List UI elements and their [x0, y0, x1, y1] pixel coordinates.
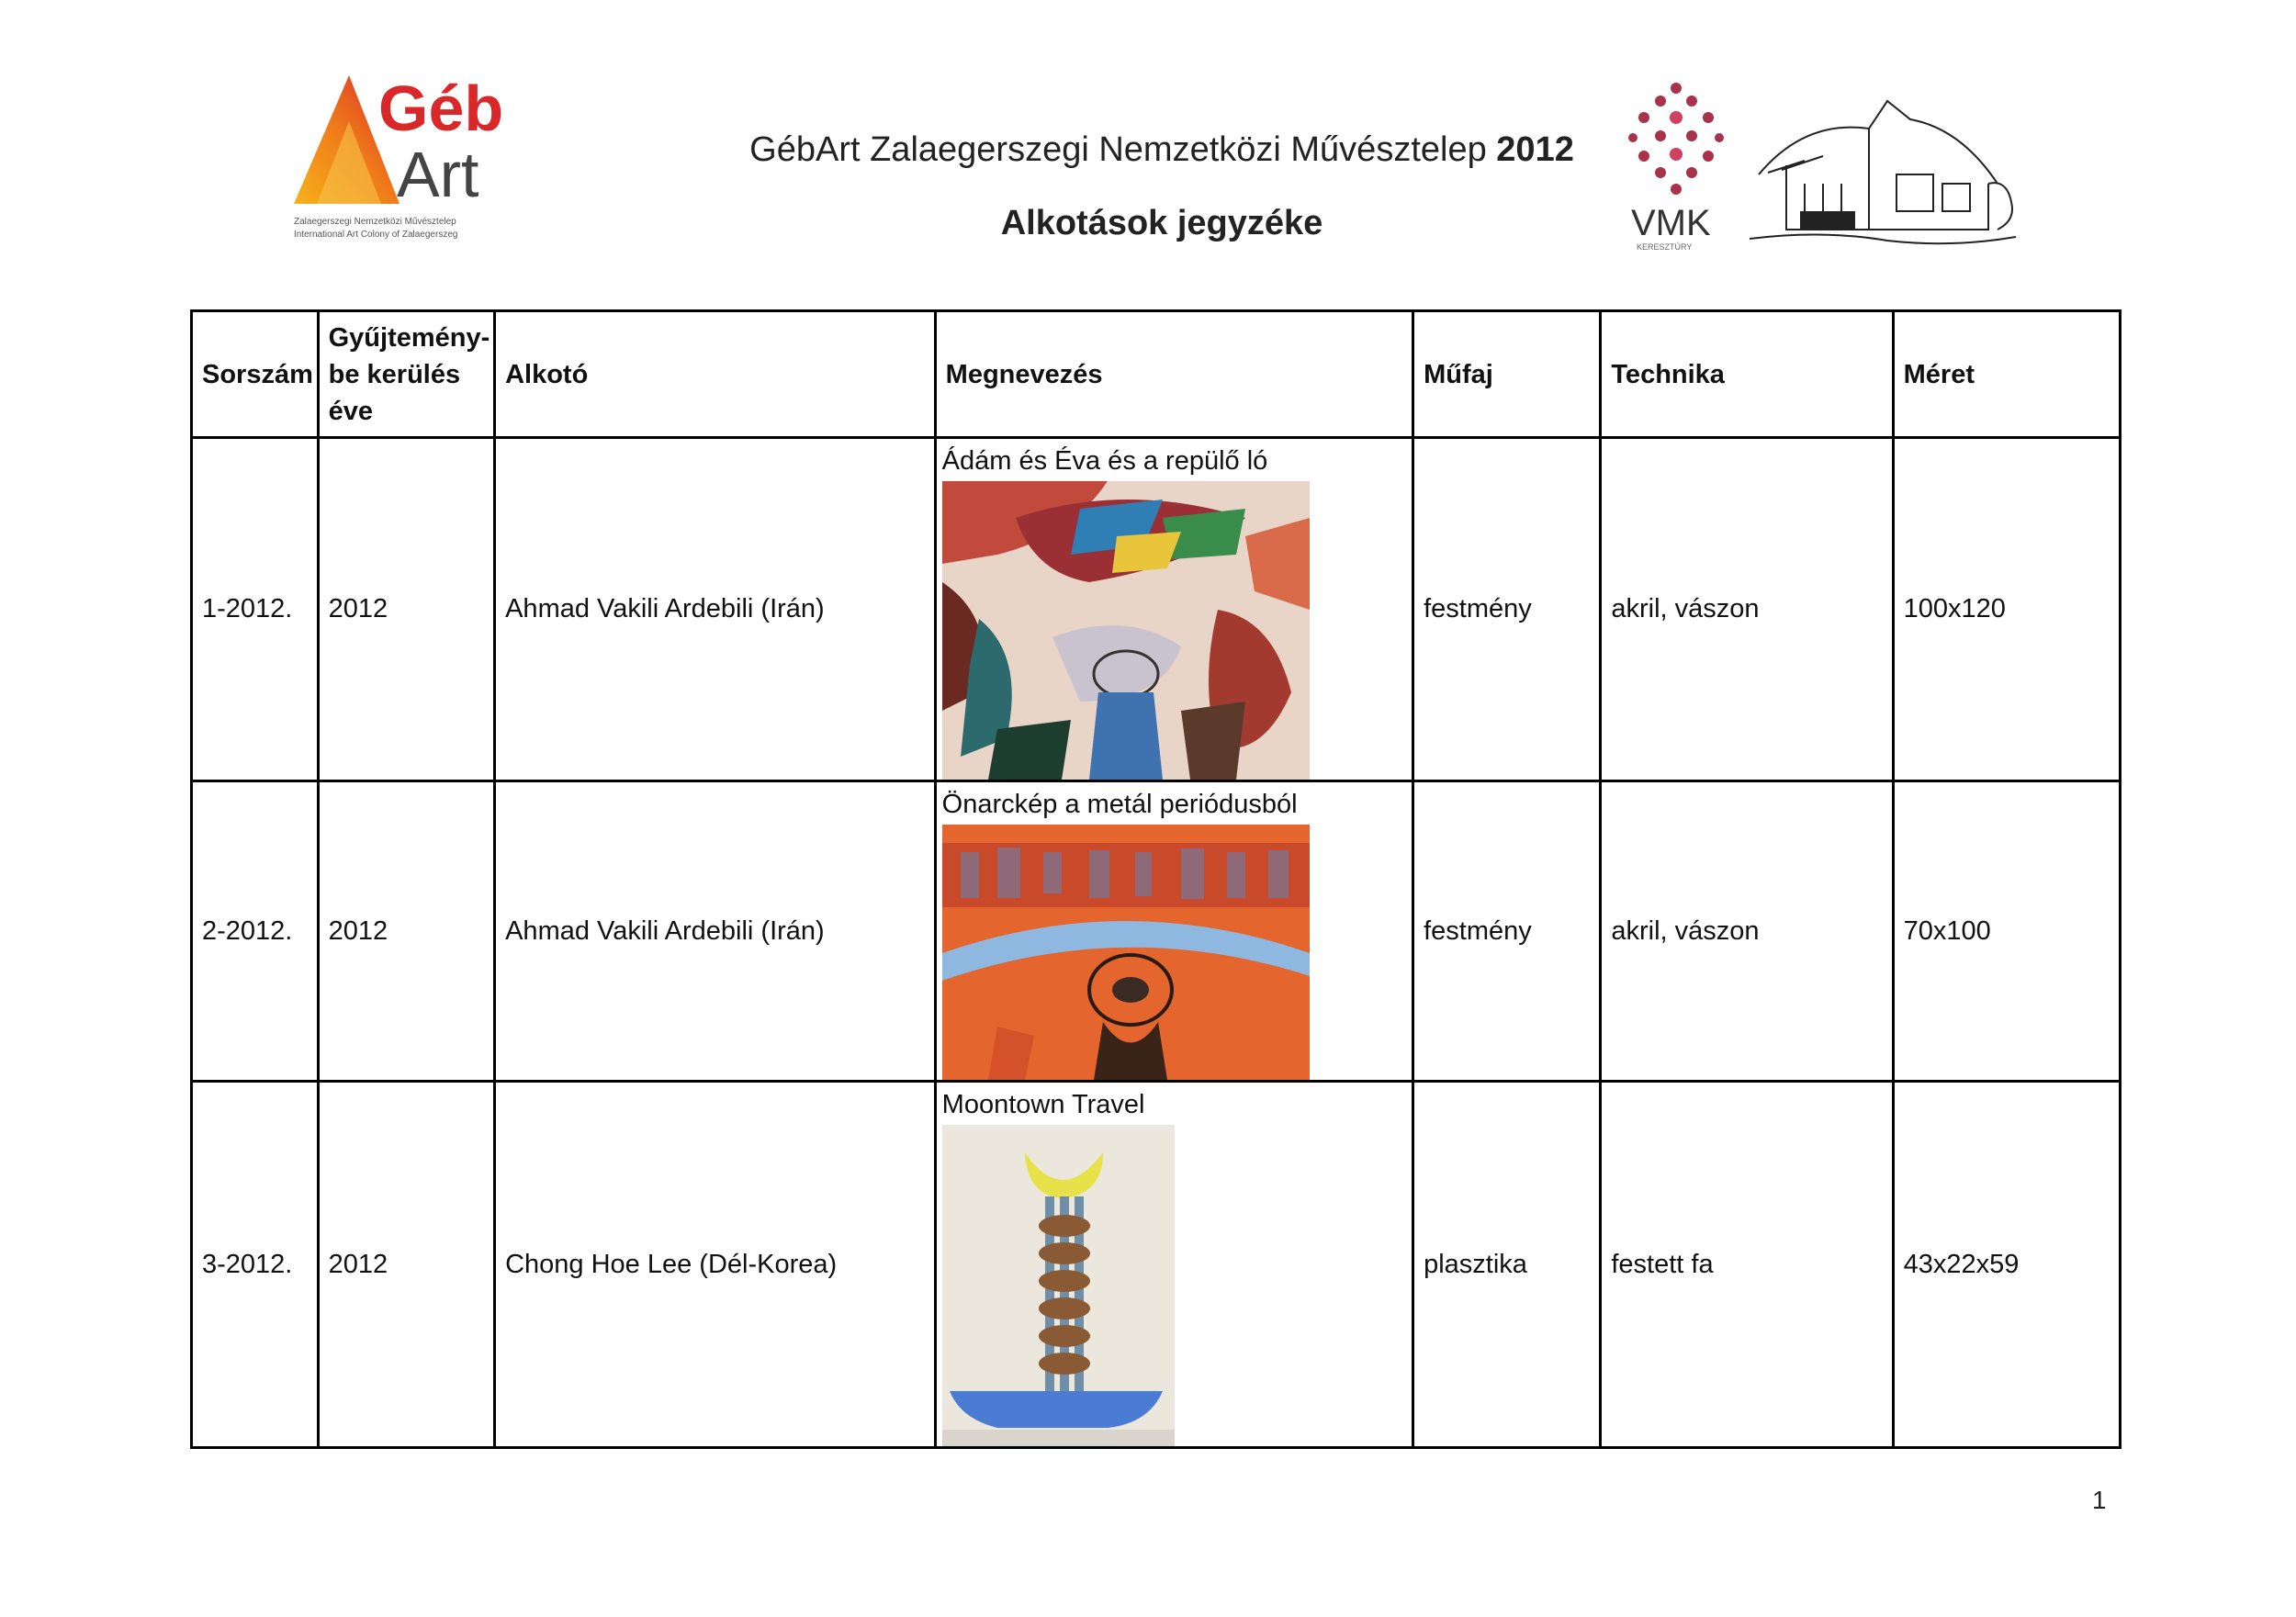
title-text: GébArt Zalaegerszegi Nemzetközi Művésztelep	[749, 130, 1487, 169]
header-technique: Technika	[1601, 311, 1893, 438]
header-sorszam: Sorszám	[192, 311, 319, 438]
artwork-image-adam-eva	[942, 481, 1310, 780]
vmk-logo	[1626, 81, 1736, 255]
cell-year: 2012	[318, 1082, 494, 1448]
cell-technique: akril, vászon	[1601, 781, 1893, 1082]
cell-size: 43x22x59	[1893, 1082, 2120, 1448]
cell-year: 2012	[318, 781, 494, 1082]
artwork-image-moontown-travel	[942, 1125, 1175, 1446]
table-row	[192, 438, 2121, 781]
cell-genre: festmény	[1413, 438, 1601, 781]
title-year: 2012	[1496, 130, 1574, 169]
cell-number: 3-2012.	[192, 1082, 319, 1448]
artwork-title: Moontown Travel	[941, 1090, 1145, 1119]
logo-geb-text: Géb	[378, 73, 504, 144]
cell-size: 70x100	[1893, 781, 2120, 1082]
header-artist: Alkotó	[495, 311, 936, 438]
cell-year: 2012	[318, 438, 494, 781]
cell-artwork	[935, 781, 1412, 1082]
artwork-title: Önarckép a metál periódusból	[941, 790, 1298, 819]
house-sketch-image	[1750, 92, 2016, 257]
cell-artist: Ahmad Vakili Ardebili (Irán)	[495, 781, 936, 1082]
artwork-image-onarckep	[942, 825, 1310, 1080]
header-title: Megnevezés	[935, 311, 1412, 438]
cell-technique: akril, vászon	[1601, 438, 1893, 781]
cell-size: 100x120	[1893, 438, 2120, 781]
cell-number: 2-2012.	[192, 781, 319, 1082]
vmk-subtext: KERESZTÚRY	[1637, 242, 1693, 252]
cell-artist: Chong Hoe Lee (Dél-Korea)	[495, 1082, 936, 1448]
logo-art-text: Art	[397, 139, 479, 210]
cell-technique: festett fa	[1601, 1082, 1893, 1448]
vmk-text: VMK	[1631, 203, 1711, 243]
artworks-table	[190, 309, 2122, 1449]
page-title	[735, 130, 1589, 170]
table-row	[192, 781, 2121, 1082]
cell-artist: Ahmad Vakili Ardebili (Irán)	[495, 438, 936, 781]
header-genre: Műfaj	[1413, 311, 1601, 438]
gebart-logo	[294, 66, 523, 259]
table-row	[192, 1082, 2121, 1448]
cell-artwork	[935, 438, 1412, 781]
cell-artwork	[935, 1082, 1412, 1448]
artwork-title: Ádám és Éva és a repülő ló	[941, 446, 1268, 476]
header-size: Méret	[1893, 311, 2120, 438]
header-year: Gyűjtemény-be kerülés éve	[318, 311, 494, 438]
cell-number: 1-2012.	[192, 438, 319, 781]
table-header-row	[192, 311, 2121, 438]
logo-tagline-2: International Art Colony of Zalaegerszeg	[294, 230, 458, 240]
logo-tagline-1: Zalaegerszegi Nemzetközi Művésztelep	[294, 217, 456, 227]
page-number: 1	[2092, 1486, 2107, 1514]
cell-genre: festmény	[1413, 781, 1601, 1082]
cell-genre: plasztika	[1413, 1082, 1601, 1448]
page-subtitle: Alkotások jegyzéke	[1000, 204, 1323, 242]
